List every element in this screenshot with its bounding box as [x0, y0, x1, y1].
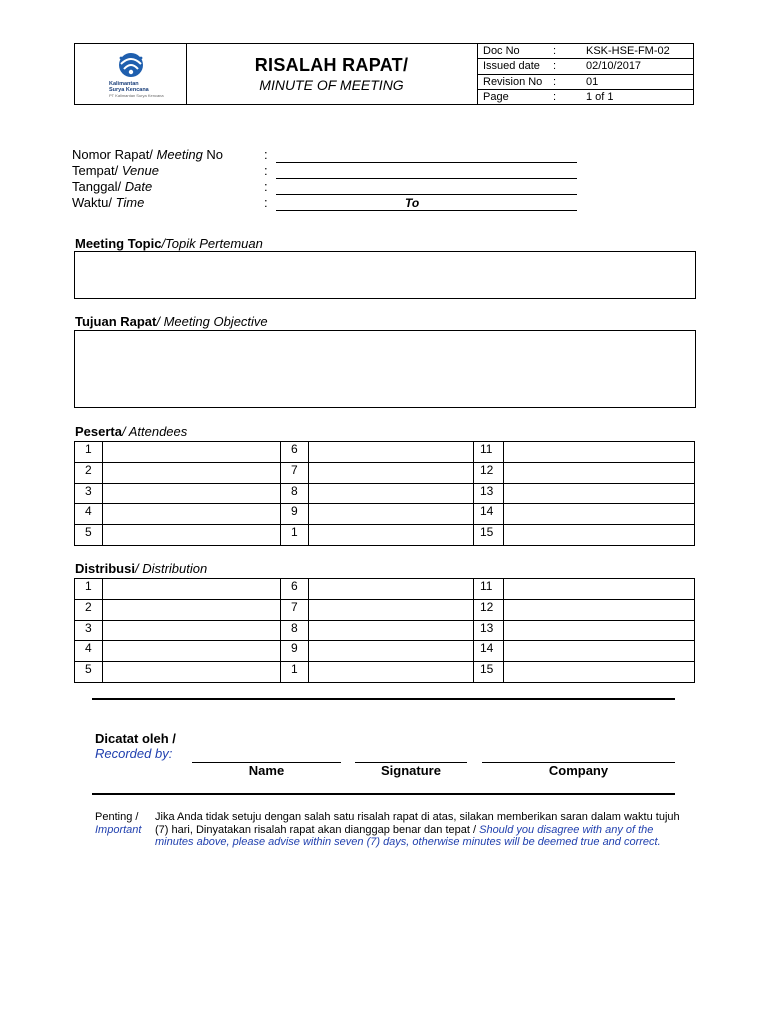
table-row: [75, 620, 695, 641]
attendee-cell[interactable]: [504, 525, 695, 546]
meta-colon: :: [553, 90, 557, 103]
distribution-cell[interactable]: [103, 579, 281, 600]
time-input-line[interactable]: [276, 210, 577, 211]
distribution-cell[interactable]: [103, 620, 281, 641]
table-row: [75, 462, 695, 483]
title-cell: [186, 44, 478, 104]
note-label: [95, 811, 141, 837]
label-id: Tanggal/: [72, 179, 125, 194]
logo-line2: Surya Kencana: [109, 87, 149, 93]
distribution-cell[interactable]: [309, 662, 474, 683]
table-row: [75, 662, 695, 683]
row-number: 15: [474, 525, 504, 546]
table-row: [75, 599, 695, 620]
logo-tagline: PT Kalimantan Surya Kencana: [109, 93, 164, 98]
row-number: 3: [75, 620, 103, 641]
attendee-cell[interactable]: [309, 525, 474, 546]
attendee-cell[interactable]: [504, 462, 695, 483]
label-id: Waktu/: [72, 195, 116, 210]
label-en: Date: [124, 179, 153, 194]
meeting-topic-box[interactable]: [74, 251, 696, 299]
row-number: 5: [75, 525, 103, 546]
meeting-no-label: [72, 147, 223, 162]
meta-key: Doc No: [483, 45, 520, 57]
row-number: 1: [281, 525, 309, 546]
date-colon: :: [264, 179, 268, 194]
attendee-cell[interactable]: [309, 504, 474, 525]
meta-value: 01: [586, 75, 599, 88]
row-number: 8: [281, 620, 309, 641]
divider-bottom: [92, 793, 675, 795]
attendee-cell[interactable]: [504, 504, 695, 525]
signature-label: Signature: [381, 763, 441, 778]
meta-row-issued-date: [477, 59, 693, 74]
attendee-cell[interactable]: [309, 442, 474, 463]
row-number: 9: [281, 504, 309, 525]
row-number: 11: [474, 442, 504, 463]
title-bold: Tujuan Rapat: [75, 314, 157, 329]
company-logo-icon: [115, 50, 147, 80]
meeting-objective-title: [75, 314, 268, 329]
title-italic: / Meeting Objective: [156, 314, 268, 329]
attendee-cell[interactable]: [103, 525, 281, 546]
label-id: Nomor Rapat/: [72, 147, 157, 162]
distribution-cell[interactable]: [504, 579, 695, 600]
row-number: 14: [474, 504, 504, 525]
attendee-cell[interactable]: [504, 442, 695, 463]
row-number: 1: [75, 579, 103, 600]
table-row: [75, 579, 695, 600]
distribution-cell[interactable]: [103, 662, 281, 683]
title-italic: / Attendees: [121, 424, 188, 439]
logo-line1: Kalimantan: [109, 81, 139, 87]
venue-input-line[interactable]: [276, 178, 577, 179]
title-bold: Distribusi: [75, 561, 135, 576]
row-number: 13: [474, 620, 504, 641]
meta-value: KSK-HSE-FM-02: [586, 45, 670, 57]
row-number: 11: [474, 579, 504, 600]
date-input-line[interactable]: [276, 194, 577, 195]
distribution-cell[interactable]: [504, 641, 695, 662]
row-number: 15: [474, 662, 504, 683]
title-bold: Peserta: [75, 424, 122, 439]
venue-colon: :: [264, 163, 268, 178]
distribution-cell[interactable]: [103, 599, 281, 620]
note-label-en: Important: [95, 824, 142, 836]
attendee-cell[interactable]: [504, 483, 695, 504]
attendee-cell[interactable]: [309, 483, 474, 504]
attendee-cell[interactable]: [103, 462, 281, 483]
label-en: Meeting: [156, 147, 203, 162]
distribution-cell[interactable]: [309, 599, 474, 620]
label-id: Tempat/: [72, 163, 122, 178]
attendee-cell[interactable]: [309, 462, 474, 483]
distribution-cell[interactable]: [504, 599, 695, 620]
note-text-en: Should you disagree with any of the minutes above, please advise within seven (7) days, otherwise minutes will be deemed true and correct.: [155, 823, 661, 848]
attendee-cell[interactable]: [103, 483, 281, 504]
distribution-title: [75, 561, 207, 576]
label-en: Venue: [121, 163, 159, 178]
meta-key: Revision No: [483, 75, 543, 88]
time-label: [72, 195, 144, 210]
logo-wordmark: [109, 81, 149, 93]
table-row: [75, 483, 695, 504]
row-number: 14: [474, 641, 504, 662]
row-number: 5: [75, 662, 103, 683]
distribution-cell[interactable]: [309, 579, 474, 600]
table-row: [75, 504, 695, 525]
row-number: 2: [75, 599, 103, 620]
distribution-cell[interactable]: [504, 662, 695, 683]
time-to-label: To: [405, 196, 420, 210]
name-label: Name: [248, 763, 285, 778]
distribution-table: [74, 578, 695, 683]
table-row: [75, 525, 695, 546]
distribution-cell[interactable]: [504, 620, 695, 641]
recorded-by-label-en: Recorded by:: [95, 746, 173, 761]
meta-key: Issued date: [483, 60, 540, 73]
row-number: 9: [281, 641, 309, 662]
row-number: 6: [281, 579, 309, 600]
date-label: [72, 179, 152, 194]
meta-key: Page: [483, 90, 509, 103]
meeting-no-colon: :: [264, 147, 268, 162]
row-number: 4: [75, 504, 103, 525]
divider-top: [92, 698, 675, 700]
company-label: Company: [548, 763, 609, 778]
document-meta: [477, 44, 693, 104]
row-number: 3: [75, 483, 103, 504]
meta-colon: :: [553, 60, 557, 73]
distribution-cell[interactable]: [103, 641, 281, 662]
table-row: [75, 641, 695, 662]
row-number: 4: [75, 641, 103, 662]
row-number: 7: [281, 462, 309, 483]
label-en: Time: [115, 195, 145, 210]
document-title: RISALAH RAPAT/: [254, 55, 409, 75]
meeting-objective-box[interactable]: [74, 330, 696, 408]
row-number: 12: [474, 462, 504, 483]
document-header: [74, 43, 694, 105]
note-label-id: Penting /: [95, 811, 139, 823]
title-bold: Meeting Topic: [75, 236, 162, 251]
attendees-title: [75, 424, 187, 439]
note-text-id: Jika Anda tidak setuju dengan salah satu risalah rapat di atas, silakan memberikan saran dalam waktu tujuh (7) hari, Dinyatakan risalah rapat akan dianggap benar dan tepat /: [155, 811, 680, 836]
attendee-cell[interactable]: [103, 504, 281, 525]
document-subtitle: MINUTE OF MEETING: [259, 77, 404, 93]
meta-row-page: [477, 90, 693, 105]
logo-cell: [75, 44, 187, 104]
venue-label: [72, 163, 159, 178]
row-number: 2: [75, 462, 103, 483]
time-colon: :: [264, 195, 268, 210]
meta-value: 02/10/2017: [586, 60, 642, 73]
attendees-table: [74, 441, 695, 546]
row-number: 8: [281, 483, 309, 504]
row-number: 7: [281, 599, 309, 620]
attendee-cell[interactable]: [103, 442, 281, 463]
row-number: 13: [474, 483, 504, 504]
meta-row-revision: [477, 75, 693, 90]
row-number: 12: [474, 599, 504, 620]
meta-row-doc-no: [477, 44, 693, 59]
row-number: 1: [75, 442, 103, 463]
row-number: 1: [281, 662, 309, 683]
meta-colon: :: [553, 75, 557, 88]
table-row: [75, 442, 695, 463]
distribution-cell[interactable]: [309, 620, 474, 641]
meeting-no-input-line[interactable]: [276, 162, 577, 163]
label-tail: No: [202, 147, 224, 162]
recorded-by-label: Dicatat oleh /: [95, 731, 176, 746]
row-number: 6: [281, 442, 309, 463]
distribution-cell[interactable]: [309, 641, 474, 662]
note-text: [155, 811, 690, 849]
title-italic: /Topik Pertemuan: [161, 236, 263, 251]
meta-colon: :: [553, 45, 557, 57]
meeting-topic-title: [75, 236, 263, 251]
title-italic: / Distribution: [134, 561, 208, 576]
meta-value: 1 of 1: [586, 90, 614, 103]
